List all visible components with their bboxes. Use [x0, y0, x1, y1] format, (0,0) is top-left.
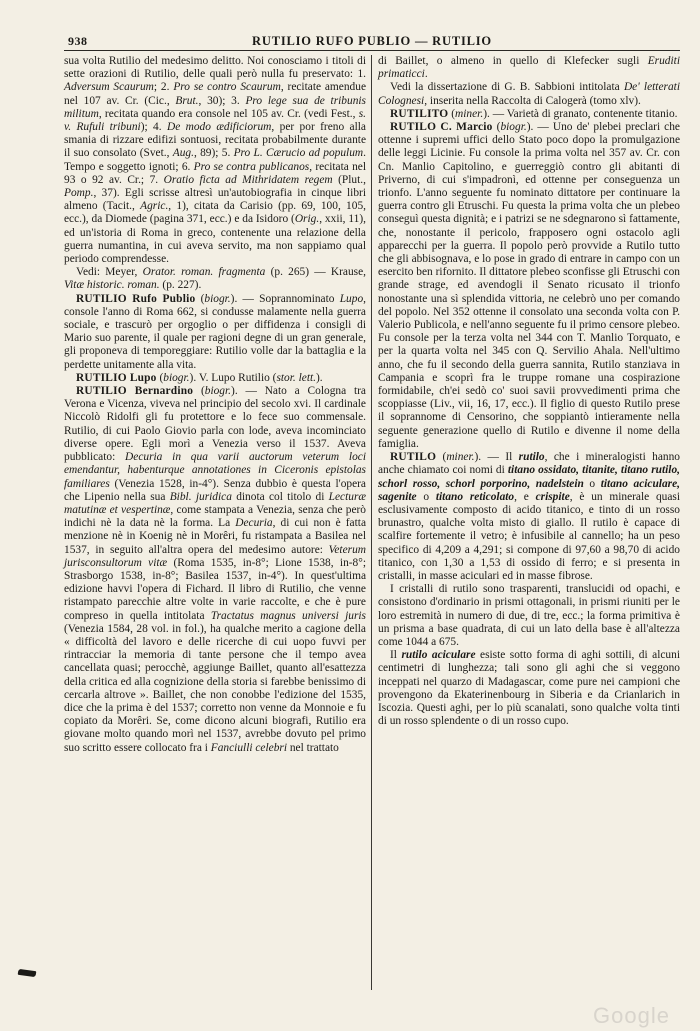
running-head: RUTILIO RUFO PUBLIO — RUTILIO — [252, 34, 492, 48]
entry-headword: RUTILO — [390, 451, 437, 464]
entry-headword: RUTILO C. Marcio — [390, 121, 493, 134]
entry-headword: RUTILIO Lupo — [76, 371, 157, 384]
margin-ink-mark — [18, 969, 37, 977]
entry-rutilo-marcio: RUTILO C. Marcio (biogr.). — Uno de' plebei preclari che ottenne i supremi uffici dello Stato poco dopo la promulgazione delle leggi Licinie. Fu console la prima volta nel 357 av. Cr. con Cn. Manlio Capitolino, e guerreggiò contro gli abitanti di Priverno, di cui s'impadronì, ed ottenne per conseguenza un trionfo. L'anno seguente fu nominato dittatore per continuare la guerra contro gli Etruschi. Fu questa la prima volta che un plebeo conseguì questa dignità; e i patrizi se ne sdegnarono sì fattamente, che, nonostante il pericolo, frapposero ogni ostacolo agli apparecchi per la guerra. Il popolo però provvide a Rutilo tutto che gli abbisognava, e lo pose in grado di entrare in campo con un esercito ben rifornito. Il dittatore plebeo sconfisse gli Etruschi con grande strage, ed avendogli il Senato ricusato il trionfo nonostante una sì splendida vittoria, ne celebrò uno per comando del popolo. Nel 352 ottenne il consolato una seconda volta con P. Valerio Publicola, e nell'anno seguente fu il primo censore plebeo. Fu console per la terza volta nel 344 con T. Manlio Torquato, e per la quarta volta nel 345 con Q. Servilio Ahala. Nell'ultimo anno, che fu il secondo della guerra sannita, Rutilo stanziava in Campania e scoprì fra le truppe romane una cospirazione formidabile, ch'ei sedò co' suoi savii provvedimenti prima che scoppiasse (Liv., vii, 16, 17, ecc.). Il figlio di questo Rutilo prese il soprannome di Censorino, che soppiantò intieramente nella seguente generazione quello di Rutilo e divenne il nome della famiglia. — [378, 121, 680, 450]
left-column — [64, 55, 366, 755]
entry-rutilo-miner: RUTILO (miner.). — Il rutilo, che i mineralogisti hanno anche chiamato coi nomi di titano ossidato, titanite, titano rutilo, schorl rosso, schorl porporino, nadelstein o titano aciculare, sagenite o titano reticolato, e crispite, è un minerale quasi esclusivamente composto di acido titanico, e tinto di un rosso brunastro, qualche volta misto di giallo. Il rutilo è capace di scalfire fortemente il vetro; è infusibile al cannello; ha un peso specifico di 4,209 a 4,291; si compone di 97,60 a 98,70 di acido titanico, con 1,30 a 1,53 di ossido di ferro; e si presenta in cristalli, in masse aciculari ed in masse fibrose. — [378, 451, 681, 582]
entry-rutilio-rufo-publio: RUTILIO Rufo Publio (biogr.). — Soprannominato Lupo, console l'anno di Roma 662, si condusse malamente nella guerra sociale, e trascurò per orgoglio o per diffidenza i consigli di Mario suo parente, il quale per ragioni degne di un gran generale, gli proponeva di temporeggiare: Rutilio volle dar la battaglia e la perdette unitamente alla vita. — [64, 292, 366, 371]
book-page — [64, 34, 680, 994]
page-header — [64, 34, 680, 51]
paragraph-baillet: di Baillet, o almeno in quello di Klefecker sugli Eruditi primaticci. — [378, 55, 680, 81]
paragraph-acicular: Il rutilo aciculare esiste sotto forma di aghi sottili, di alcuni centimetri di lunghezza; tali sono gli aghi che si veggono inceppati nel quarzo di Madagascar, come pure nei campioni che provengono da Ekaterinenbourg in Siberia e da Crianlarich in Iscozia. Questi aghi, per lo più scanalati, sono qualche volta tinti di un rosso splendente o di un rosso cupo. — [378, 649, 680, 728]
entry-rutilio-bernardino: RUTILIO Bernardino (biogr.). — Nato a Cologna tra Verona e Vicenza, viveva nel principio del secolo xvi. Il cardinale Niccolò Ridolfi gli fu protettore e lo fece suo commensale. Rutilio, di cui Paolo Giovio parla con lode, aveva incominciato diverse opere. Egli morì a Venezia verso il 1537. Aveva pubblicato: Decuria in qua varii auctorum veterum loci emendantur, habenturque annotationes in Ciceronis epistolas familiares (Venezia 1528, in-4°). Senza dubbio è questa l'opera che Lipenio nella sua Bibl. juridica dinota col titolo di Lecturæ matutinæ et vespertinæ, come stampata a Venezia, senza che però indichi nè la data nè la forma. La Decuria, di cui non è fatta menzione nè in Koenig nè in Morêri, fu ristampata a Basilea nel 1537, in seguito all'altra opera del medesimo autore: Veterum jurisconsultorum vitæ (Roma 1535, in-8°; Lione 1538, in-8°; Strasborgo 1538, in-8°; Basilea 1537, in-4°). In quest'ultima edizione havvi l'opera di Fichard. Il libro di Rutilio, che venne ristampato parecchie altre volte in varie raccolte, e che è pure compreso in quella intitolata Tractatus magnus universi juris (Venezia 1584, 28 vol. in fol.), ha qualche merito a cagione della « difficoltà del lavoro e delle ricerche di cui uopo fuvvi per rintracciar la memoria di tante persone che il tempo avea cancellata quasi; perocchè, aggiunge Baillet, quanto all'esattezza della critica ed alla cognizione della storia si farebbe benissimo di cercarla altrove ». Baillet, che non conobbe l'edizione del 1535, dice che la prima è del 1537; corretto non venne da Monnoie e fu copiato da Morêri. Se, come dicono alcuni biografi, Rutilio era giovane molto quando morì nel 1537, avrebbe dovuto pel primo suo scritto essere collocato fra i Fanciulli celebri nel trattato — [64, 385, 366, 754]
paragraph-orations: sua volta Rutilio del medesimo delitto. Noi conosciamo i titoli di sette orazioni di Rutilio, delle quali però nulla fu preservato: 1. Adversum Scaurum; 2. Pro se contro Scaurum, recitate amendue nel 107 av. Cr. (Cic., Brut., 30); 3. Pro lege sua de tribunis militum, recitata quando era console nel 105 av. Cr. (vedi Fest., s. v. Rufuli tribuni); 4. De modo ædificiorum, per por freno alla smania di rizzare edifizi sontuosi, recitata probabilmente durante il suo consolato (Svet., Aug., 89); 5. Pro L. Cærucio ad populum. Tempo e soggetto ignoti; 6. Pro se contra publicanos, recitata nel 93 o 92 av. Cr.; 7. Oratio ficta ad Mithridatem regem (Plut., Pomp., 37). Egli scrisse altresì un'autobiografia in cinque libri almeno (Tacit., Agric., 1), citata da Carisio (pp. 69, 100, 105, ecc.), da Diomede (pagina 371, ecc.) e da Isidoro (Orig., xxii, 11), ed un'istoria di Roma in greco, contenente una relazione della guerra numantina, in cui aveva servito, ma non sappiamo qual periodo comprendesse. — [64, 55, 366, 266]
right-column — [378, 55, 680, 755]
entry-rutilio-lupo: RUTILIO Lupo (biogr.). V. Lupo Rutilio (stor. lett.). — [76, 371, 323, 384]
entry-headword: RUTILITO — [390, 107, 449, 120]
two-column-body — [64, 55, 680, 755]
paragraph-crystals: I cristalli di rutilo sono trasparenti, translucidi od opachi, e consistono d'ordinario in prismi ottagonali, in prismi riuniti per le loro estremità in numero di due, di tre, ecc.; la forma primitiva è un prisma a base quadrata, di cui un lato della base è all'altezza come 1044 a 675. — [378, 583, 680, 648]
page-number: 938 — [68, 34, 88, 48]
paragraph-sabbioni: Vedi la dissertazione di G. B. Sabbioni intitolata De' letterati Colognesi, inserita nella Raccolta di Calogerà (tomo xlv). — [378, 81, 680, 107]
entry-rutilito: RUTILITO (miner.). — Varietà di granato, contenente titanio. — [390, 107, 678, 120]
entry-headword: RUTILIO Bernardino — [76, 385, 194, 398]
scan-watermark: Google — [593, 1003, 670, 1028]
column-divider — [371, 55, 372, 990]
paragraph-references: Vedi: Meyer, Orator. roman. fragmenta (p. 265) — Krause, Vitæ historic. roman. (p. 227). — [64, 266, 367, 292]
entry-headword: RUTILIO Rufo Publio — [76, 292, 196, 305]
